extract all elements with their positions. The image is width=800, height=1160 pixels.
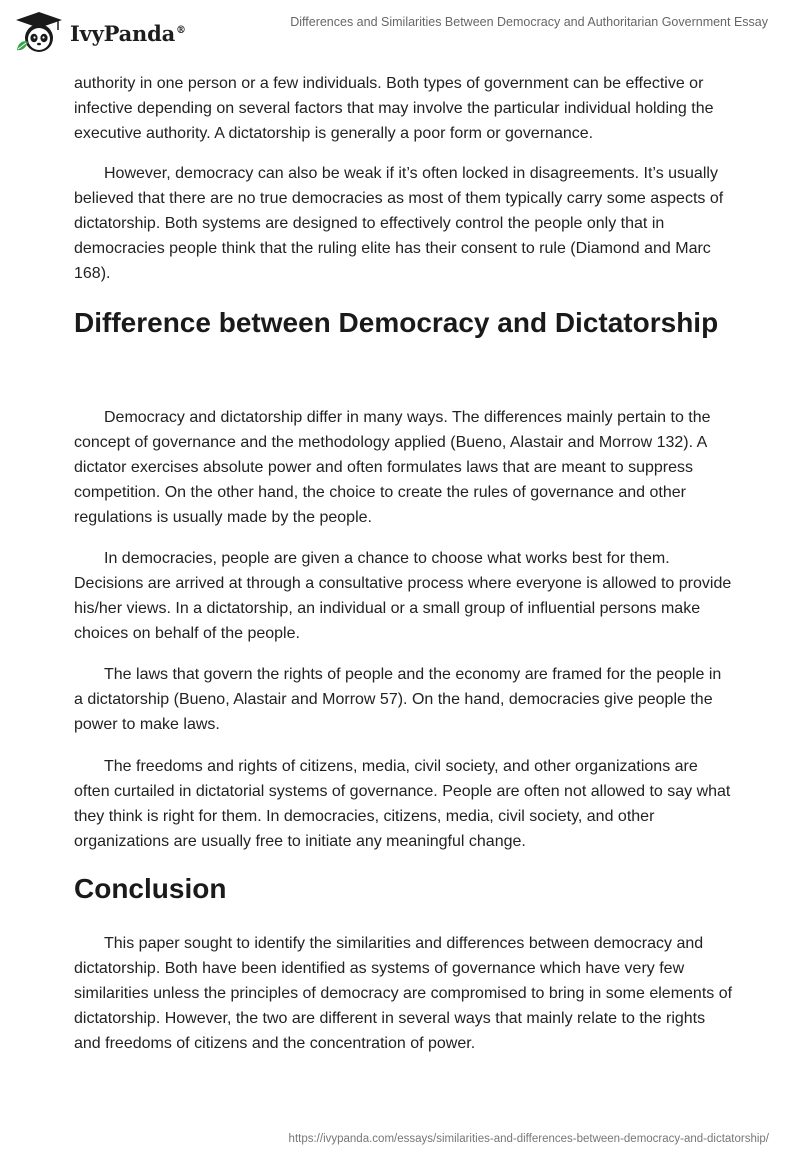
paragraph: This paper sought to identify the similarities and differences between democracy and dictatorship. Both have been identified as systems of governance which have very few similarities unless the principles of democracy are compromised to bring in some elements of dictatorship. However, the two are different in several ways that mainly relate to the rights and freedoms of citizens and the concentration of power. <box>74 935 733 1052</box>
paragraph: authority in one person or a few individuals. Both types of government can be effective or infective depending on several factors that may involve the particular individual holding the executive authority. A dictatorship is generally a poor form or governance. <box>74 75 714 142</box>
paragraph: In democracies, people are given a chance to choose what works best for them. Decisions are arrived at through a consultative process where everyone is allowed to provide his/her views. In a dictatorship, an individual or a small group of influential persons make choices on behalf of the people. <box>74 550 732 642</box>
paragraph: Democracy and dictatorship differ in many ways. The differences mainly pertain to the concept of governance and the methodology applied (Bueno, Alastair and Morrow 132). A dictator exercises absolute power and often formulates laws that are meant to suppress competition. On the other hand, the choice to create the rules of governance and other regulations is usually made by the people. <box>74 409 711 526</box>
paragraph: However, democracy can also be weak if it’s often locked in disagreements. It’s usually believed that there are no true democracies as most of them typically carry some aspects of dictatorship. Both systems are designed to effectively control the people only that in democracies people think that the ruling elite has their consent to rule (Diamond and Marc 168). <box>74 165 724 282</box>
page-header <box>0 0 800 64</box>
section-heading-difference: Difference between Democracy and Dictatorship <box>74 307 719 338</box>
source-url[interactable]: https://ivypanda.com/essays/similarities-and-differences-between-democracy-and-dictatorship/ <box>288 1133 769 1145</box>
paragraph: The freedoms and rights of citizens, media, civil society, and other organizations are often curtailed in dictatorial systems of governance. People are often not allowed to say what they think is right for them. In democracies, citizens, media, civil society, and other organizations are usually free to initiate any meaningful change. <box>74 758 731 850</box>
document-title: Differences and Similarities Between Democracy and Authoritarian Government Essay <box>290 15 768 29</box>
brand-name: IvyPanda® <box>70 20 186 46</box>
section-heading-conclusion: Conclusion <box>74 873 227 904</box>
paragraph: The laws that govern the rights of people and the economy are framed for the people in a dictatorship (Bueno, Alastair and Morrow 57). On the hand, democracies give people the power to make laws. <box>74 666 722 733</box>
panda-graduation-icon <box>14 10 64 56</box>
ivypanda-logo[interactable] <box>14 10 186 56</box>
